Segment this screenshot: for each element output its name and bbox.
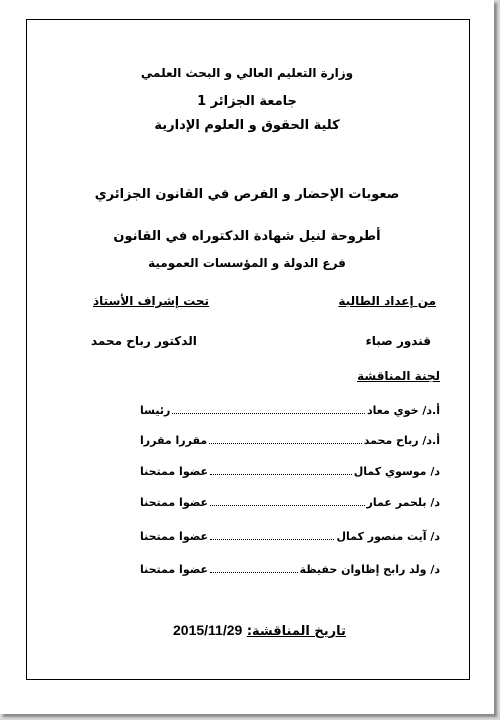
prepared-by-label: من إعداد الطالبة xyxy=(338,294,436,308)
dotted-leader xyxy=(210,466,352,475)
member-name: د/ ولد رابح إظاوان حفيظة xyxy=(299,563,440,576)
member-name: د/ بلحمر عمار xyxy=(366,496,440,509)
member-role: عضوا ممتحنا xyxy=(140,563,209,576)
committee-member-row xyxy=(140,465,440,478)
member-role: مقررا مقررا xyxy=(140,434,208,447)
defense-date-label: تاريخ المناقشة: xyxy=(246,624,346,639)
member-name: أ.د/ خوي معاد xyxy=(367,404,440,417)
member-name: د/ موسوي كمال xyxy=(353,465,440,478)
member-name: د/ آيت منصور كمال xyxy=(336,530,440,543)
committee-member-row xyxy=(140,563,440,576)
ministry-line: وزارة التعليم العالي و البحث العلمي xyxy=(140,66,354,80)
member-role: عضوا ممتحنا xyxy=(140,465,209,478)
dotted-leader xyxy=(210,497,364,506)
member-role: عضوا ممتحنا xyxy=(140,496,209,509)
dotted-leader xyxy=(210,564,297,573)
degree-line: أطروحة لنيل شهادة الدكتوراه في القانون xyxy=(113,229,381,244)
defense-date-row xyxy=(173,622,346,639)
dotted-leader xyxy=(172,405,365,414)
faculty-line: كلية الحقوق و العلوم الإدارية xyxy=(154,118,340,133)
member-role: عضوا ممتحنا xyxy=(140,530,209,543)
committee-member-row xyxy=(140,434,440,447)
supervisor-name: الدكتور رباح محمد xyxy=(91,334,197,348)
committee-label: لجنة المناقشة xyxy=(357,369,440,383)
supervised-by-label: تحت إشراف الأستاذ xyxy=(93,294,210,308)
student-name: قندور صباء xyxy=(365,334,431,348)
member-role: رئيسا xyxy=(140,404,171,417)
dotted-leader xyxy=(209,435,362,444)
committee-member-row xyxy=(140,530,440,543)
dotted-leader xyxy=(210,531,334,540)
university-line: جامعة الجزائر 1 xyxy=(197,94,297,109)
branch-line: فرع الدولة و المؤسسات العمومية xyxy=(148,256,346,270)
defense-date-value: 2015/11/29 xyxy=(173,622,243,638)
thesis-title: صعوبات الإحضار و الفرص في القانون الجزائري xyxy=(94,187,400,202)
member-name: أ.د/ رباح محمد xyxy=(363,434,440,447)
committee-member-row xyxy=(140,404,440,417)
committee-member-row xyxy=(140,496,440,509)
